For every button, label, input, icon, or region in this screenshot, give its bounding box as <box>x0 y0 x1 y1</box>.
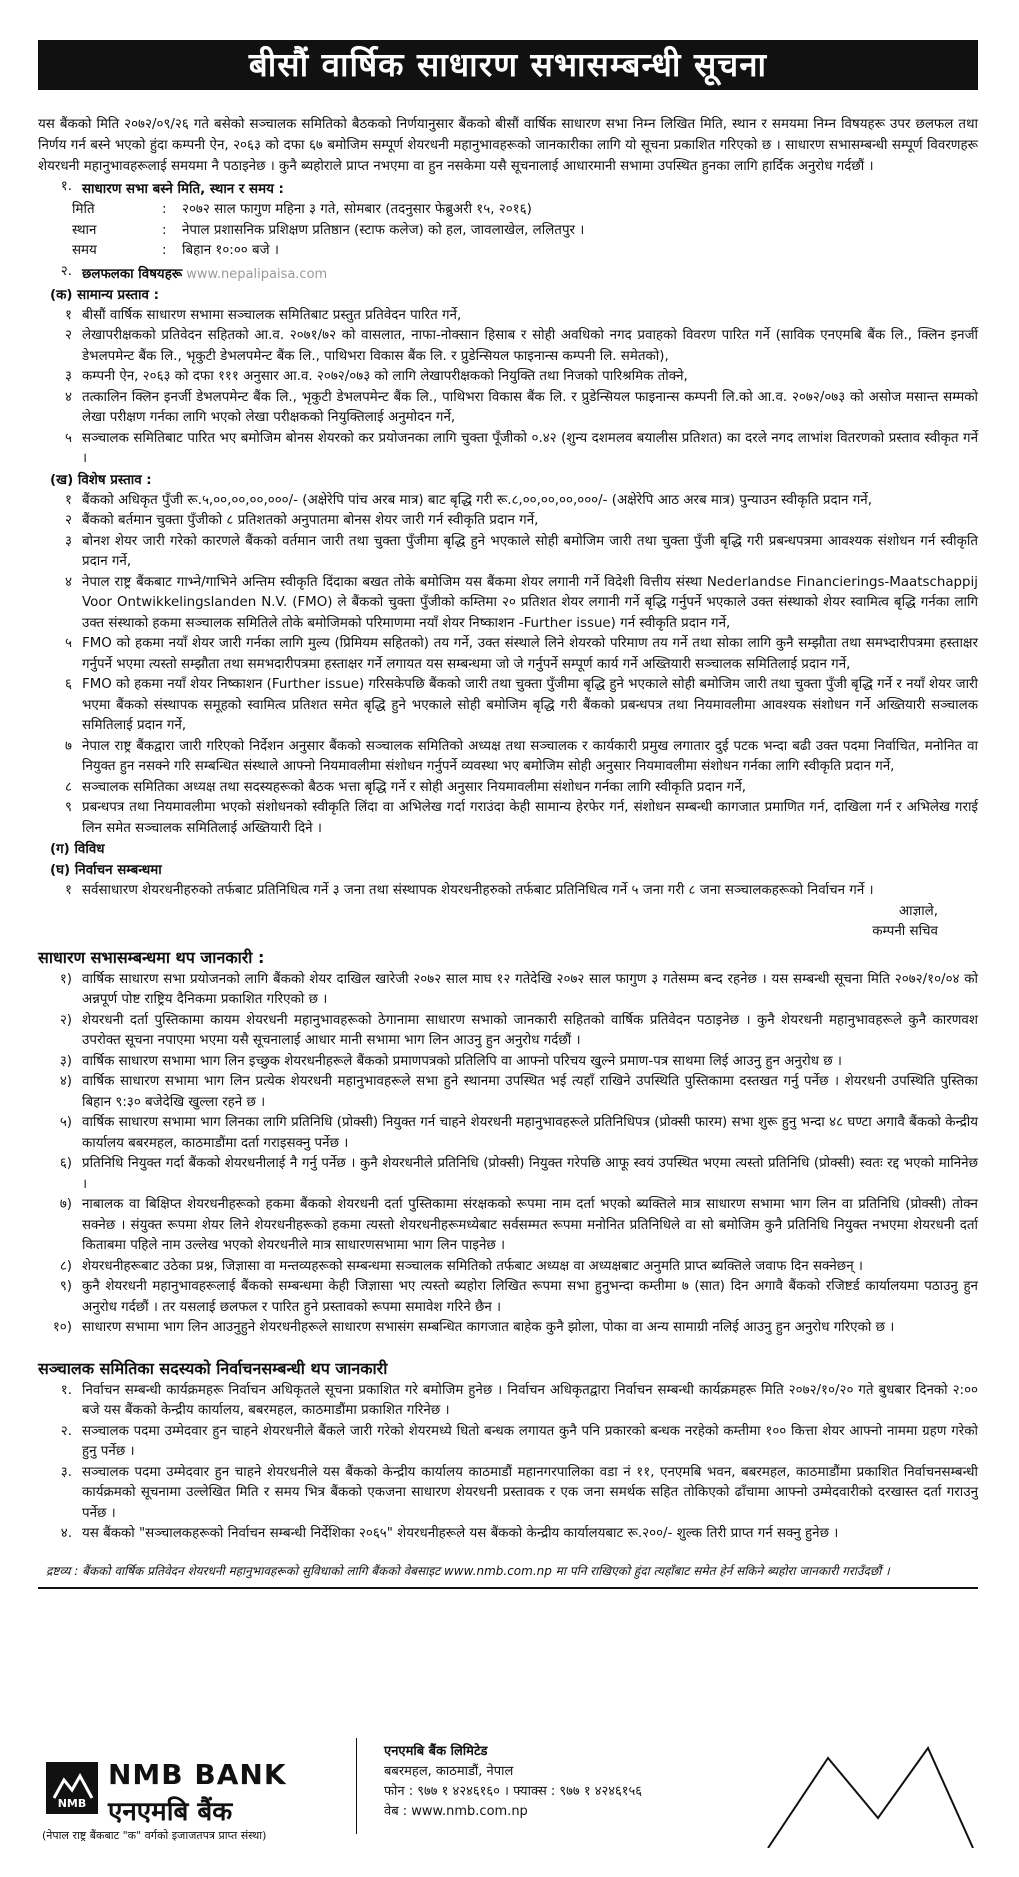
detail-colon: : <box>162 222 167 238</box>
item-number: ९ <box>65 800 72 815</box>
general-proposal-item <box>38 326 978 367</box>
item-text: वार्षिक साधारण सभामा भाग लिन इच्छुक शेयरधनीहरूले बैंकको प्रमाणपत्रको प्रतिलिपि वा आफ्नो परिचय खुल्ने प्रमाण-पत्र साथमा लिई आउनु हुन अनुरोध छ । <box>82 1053 842 1069</box>
item-text: नेपाल राष्ट्र बैंकद्वारा जारी गरिएको निर्देशन अनुसार बैंकको सञ्चालक समितिको अध्यक्ष तथा सञ्चालक र कार्यकारी प्रमुख लगातार दुई पटक भन्दा बढी उक्त पदमा निर्वाचित, मनोनित वा नियुक्त हुन नसक्ने गरि सम्बन्धित संस्थाले आफ्नो नियमावलीमा संशोधन गर्नुपर्ने व्यवस्था भए बमोजिम सोही अनुसार नियमावलीमा संशोधन गर्नका लागि स्वीकृति प्रदान गर्ने, <box>82 738 978 774</box>
detail-value: २०७२ साल फागुण महिना ३ गते, सोमबार (तदनुसार फेब्रुअरी १५, २०१६) <box>182 202 532 217</box>
footer-divider-vertical <box>356 1738 357 1834</box>
general-proposal-item <box>38 367 978 388</box>
item-number: १. <box>60 1382 72 1398</box>
additional-info-item <box>38 1277 978 1318</box>
bank-address: एनएमबि बैंक लिमिटेड बबरमहल, काठमाडौं, नेपाल फोन : ९७७ १ ४२४६१६० । फ्याक्स : ९७७ १ ४२४६१५६ वेब : www.nmb.com.np <box>384 1742 642 1822</box>
election-info-item <box>38 1524 978 1545</box>
detail-colon: : <box>162 243 167 258</box>
intro-paragraph: यस बैंकको मिति २०७२/०९/२६ गते बसेको सञ्चालक समितिको बैठकको निर्णयानुसार बैंकको बीसौं वार्षिक साधारण सभा निम्न लिखित मिति, स्थान र समयमा निम्न विषयहरू उपर छलफल तथा निर्णय गर्न बस्ने भएको हुंदा कम्पनी ऐन, २०६३ को दफा ६७ बमोजिम सम्पूर्ण शेयरधनी महानुभावहरूको जानकारीका लागि यो सूचना प्रकाशित गरिएको छ । साधारण सभासम्बन्धी सम्पूर्ण विवरणहरू शेयरधनी महानुभावहरूलाई समयमा नै पठाइनेछ । कुनै ब्यहोराले प्राप्त नभएमा वा हुन नसकेमा यसै सूचनालाई आधारमानी सभामा उपस्थित हुनका लागि हार्दिक अनुरोध गर्दछौं । <box>38 117 978 174</box>
item-text: FMO को हकमा नयाँ शेयर जारी गर्नका लागि मुल्य (प्रिमियम सहितको) तय गर्ने, उक्त संस्थाले लिने शेयरको परिमाण तय गर्ने तथा सोका लागि कुनै सम्झौता तथा समभ्दारीपत्रमा हस्ताक्षर गर्नुपर्ने भएमा त्यस्तो सम्झौता तथा समभदारीपत्रमा हस्ताक्षर गर्ने लगायत यस सम्बन्धमा जो जे गर्नुपर्ने सम्पूर्ण कार्य गर्ने अख्तियारी सञ्चालक समितिलाई प्रदान गर्ने, <box>82 636 978 672</box>
bank-logo: NMB <box>46 1762 98 1814</box>
general-proposal-item <box>38 306 978 327</box>
item-number: १ <box>65 492 72 508</box>
meeting-detail-row <box>38 241 978 262</box>
section-1-heading: १. साधारण सभा बस्ने मिति, स्थान र समय : <box>60 179 284 197</box>
special-proposal-item <box>38 798 978 839</box>
bank-name-nepali: एनएमबि बैंक <box>108 1797 233 1827</box>
special-proposal-item <box>38 675 978 737</box>
website-link[interactable]: वेब : www.nmb.com.np <box>384 1804 528 1819</box>
meeting-detail-row <box>38 221 978 242</box>
additional-info-item <box>38 1113 978 1154</box>
item-number: ४ <box>65 574 72 590</box>
item-text: नाबालक वा बिक्षिप्त शेयरधनीहरूको हकमा बैंकको शेयरधनी दर्ता पुस्तिकामा संरक्षकको रूपमा नाम दर्ता भएको ब्यक्तिले मात्र साधारण सभामा भाग लिन वा प्रतिनिधि (प्रोक्सी) तोक्न सक्नेछ । संयुक्त रूपमा शेयर लिने शेयरधनीहरूको हकमा त्यस्तो शेयरधनीहरूमध्येबाट सर्वसम्मत रूपमा मनोनित प्रतिनिधिले वा सो बमोजिम कुनै प्रतिनिधि नियुक्त नभएमा शेयरधनी दर्ता किताबमा पहिले नाम उल्लेख भएको शेयरधनीले मात्र साधारणसभामा भाग लिन पाइनेछ । <box>82 1197 978 1253</box>
notice-page <box>38 40 978 1589</box>
bank-name-english: NMB BANK <box>108 1758 287 1791</box>
item-text: निर्वाचन सम्बन्धी कार्यक्रमहरू निर्वाचन अधिकृतले सूचना प्रकाशित गरे बमोजिम हुनेछ । निर्वाचन अधिकृतद्वारा निर्वाचन सम्बन्धी कार्यक्रमहरू मिति २०७२/१०/२० गते बुधबार दिनको २:०० बजे यस बैंकको केन्द्रीय कार्यालय, बबरमहल, काठमाडौंमा प्रकाशित गरिनेछ । <box>82 1382 978 1418</box>
detail-label: समय <box>72 243 97 258</box>
footer-divider <box>38 1587 978 1589</box>
general-proposals-heading: (क) सामान्य प्रस्ताव : <box>50 287 159 303</box>
item-text: बैंकको अधिकृत पुँजी रू.५,००,००,००,०००/- (अक्षेरेपि पांच अरब मात्र) बाट बृद्धि गरी रू.८,००,००,००,०००/- (अक्षेरेपि आठ अरब मात्र) पुन्याउन स्वीकृति प्रदान गर्ने, <box>82 492 872 508</box>
item-text: बैंकको बर्तमान चुक्ता पुँजीको ८ प्रतिशतको अनुपातमा बोनस शेयर जारी गर्न स्वीकृति प्रदान गर्ने, <box>82 513 539 528</box>
item-text: साधारण सभामा भाग लिन आउनुहुने शेयरधनीहरूले साधारण सभासंग सम्बन्धित कागजात बाहेक कुनै झोला, पोका वा अन्य सामाग्री नलिई आउनु हुन अनुरोध गरिएको छ । <box>82 1320 895 1335</box>
item-text: सञ्चालक समितिबाट पारित भए बमोजिम बोनस शेयरको कर प्रयोजनका लागि चुक्ता पूँजीको ०.४२ (शुन्य दशमलव बयालीस प्रतिशत) का दरले नगद लाभांश वितरणको प्रस्ताव स्वीकृत गर्ने । <box>82 430 978 466</box>
detail-label: स्थान <box>72 222 97 238</box>
bank-license-text: (नेपाल राष्ट्र बैंकबाट "क" वर्गको इजाजतपत्र प्राप्त संस्था) <box>42 1829 267 1842</box>
item-number: ४. <box>60 1526 72 1541</box>
item-number: ८ <box>65 779 72 795</box>
election-matters-list <box>38 881 978 902</box>
item-text: वार्षिक साधारण सभामा भाग लिनका लागि प्रतिनिधि (प्रोक्सी) नियुक्त गर्न चाहने शेयरधनी महानुभावहरूले प्रतिनिधिपत्र (प्रोक्सी फारम) सभा शुरू हुनु भन्दा ४८ घण्टा अगावै बैंकको केन्द्रीय कार्यालय बबरमहल, काठमाडौंमा दर्ता गराइसक्नु पर्नेछ । <box>82 1115 978 1151</box>
general-proposal-item <box>38 429 978 470</box>
item-number: ४) <box>59 1074 72 1089</box>
additional-info-item <box>38 1154 978 1195</box>
item-number: ६) <box>59 1156 72 1171</box>
additional-info-item <box>38 1195 978 1257</box>
mountain-graphic-icon <box>758 1738 978 1848</box>
special-proposal-item <box>38 491 978 512</box>
special-proposal-item <box>38 778 978 799</box>
special-proposal-item <box>38 532 978 573</box>
special-proposal-item <box>38 634 978 675</box>
item-text: वार्षिक साधारण सभामा भाग लिन प्रत्येक शेयरधनी महानुभावहरूले सभा हुने स्थानमा उपस्थित भई त्यहाँ राखिने उपस्थिति पुस्तिकामा दस्तखत गर्नु पर्नेछ । शेयरधनी उपस्थिति पुस्तिका बिहान ९:३० बजेदेखि खुल्ला रहने छ । <box>82 1074 978 1110</box>
watermark-text: www.nepalipaisa.com <box>186 266 328 282</box>
misc-heading: (ग) विविध <box>50 842 105 857</box>
item-number: ५ <box>65 430 72 446</box>
additional-info-item <box>38 1011 978 1052</box>
item-text: बोनश शेयर जारी गरेको कारणले बैंकको वर्तमान जारी तथा चुक्ता पुँजीमा बृद्धि हुने भएकाले सोही बमोजिम जारी तथा चुक्ता पुँजी बृद्धि गरी प्रबन्धपत्रमा आवश्यक संशोधन गर्न स्वीकृति प्रदान गर्ने, <box>82 533 978 569</box>
general-proposal-item <box>38 388 978 429</box>
additional-info-item <box>38 1318 978 1339</box>
item-text: कम्पनी ऐन, २०६३ को दफा १११ अनुसार आ.व. २०७२/०७३ को लागि लेखापरीक्षकको नियुक्ति तथा निजको पारिश्रमिक तोक्ने, <box>82 369 688 384</box>
election-info-heading: सञ्चालक समितिका सदस्यको निर्वाचनसम्बन्धी थप जानकारी <box>38 1358 388 1378</box>
item-text: तत्कालिन क्लिन इनर्जी डेभलपमेन्ट बैंक लि., भृकुटी डेभलपमेन्ट बैंक लि., पाथिभरा विकास बैंक लि. र प्रुडेन्सियल फाइनान्स कम्पनी लि.को आ.व. २०७२/०७३ को असोज मसान्त सम्मको लेखा परीक्षण गर्नका लागि भएको लेखा परीक्षकको नियुक्तिलाई अनुमोदन गर्ने, <box>82 389 978 425</box>
item-text: नेपाल राष्ट्र बैंकबाट गाभ्ने/गाभिने अन्तिम स्वीकृति दिंदाका बखत तोके बमोजिम यस बैंकमा शेयर लगानी गर्ने विदेशी वित्तीय संस्था Nederlandse Financierings-Maatschappij Voor Ontwikkelingslanden N.V. (FMO) ले बैंकको चुक्ता पुँजीको कम्तिमा २० प्रतिशत शेयर लगानी गर्ने बृद्धि गर्नुपर्ने भएकाले उक्त संस्थाको शेयर स्वामित्व बृद्धि गर्नका लागि उक्त संस्थाको हकमा सञ्चालक समितिले तोके बमोजिमको परिमाणमा नयाँ शेयर निष्काशन -Further issue) गर्न स्वीकृति प्रदान गर्ने, <box>82 574 978 631</box>
item-number: ७ <box>65 738 72 754</box>
special-proposal-item <box>38 573 978 635</box>
special-proposal-item <box>38 511 978 532</box>
additional-info-item <box>38 1072 978 1113</box>
item-number: ५) <box>59 1115 72 1130</box>
special-proposals-list <box>38 491 978 840</box>
detail-colon: : <box>162 202 167 217</box>
item-text: सञ्चालक समितिका अध्यक्ष तथा सदस्यहरूको बैठक भत्ता बृद्धि गर्ने र सोही अनुसार नियमावलीमा संशोधन गर्नका लागि स्वीकृति प्रदान गर्ने, <box>82 779 747 795</box>
item-text: सर्वसाधारण शेयरधनीहरुको तर्फबाट प्रतिनिधित्व गर्ने ३ जना तथा संस्थापक शेयरधनीहरुको तर्फबाट प्रतिनिधित्व गर्ने ५ जना गरी ८ जना सञ्चालकहरूको निर्वाचन गर्ने । <box>82 883 874 898</box>
item-text: बीसौं वार्षिक साधारण सभामा सञ्चालक समितिबाट प्रस्तुत प्रतिवेदन पारित गर्ने, <box>82 307 462 323</box>
item-text: FMO को हकमा नयाँ शेयर निष्काशन (Further issue) गरिसकेपछि बैंकको जारी तथा चुक्ता पुँजीमा बृद्धि हुने भएकाले सोही बमोजिम जारी तथा चुक्ता पुँजी बृद्धि गर्ने र नयाँ शेयर जारी भएमा बैंकको संस्थापक समूहको स्वामित्व प्रतिशत समेत बृद्धि हुने भएकाले सोही बमोजिम बृद्धि गरी बैंकको प्रबन्धपत्र तथा नियमावलीमा आवश्यक संशोधन गर्ने अख्तियारी सञ्चालक समितिलाई प्रदान गर्ने, <box>82 677 978 733</box>
item-text: शेयरधनीहरूबाट उठेका प्रश्न, जिज्ञासा वा मन्तव्यहरूको सम्बन्धमा सञ्चालक समितिको तर्फबाट अध्यक्ष वा अध्यक्षबाट अनुमति प्राप्त ब्यक्तिले जवाफ दिन सक्नेछन् । <box>82 1258 863 1274</box>
additional-info-item <box>38 970 978 1011</box>
item-number: ३) <box>59 1053 72 1069</box>
item-number: ९) <box>59 1279 72 1294</box>
item-text: यस बैंकको "सञ्चालकहरूको निर्वाचन सम्बन्धी निर्देशिका २०६५" शेयरधनीहरूले यस बैंकको केन्द्रीय कार्यालयबाट रू.२००/- शुल्क तिरी प्राप्त गर्न सक्नु हुनेछ । <box>82 1526 839 1541</box>
additional-info-item <box>38 1257 978 1278</box>
item-text: लेखापरीक्षकको प्रतिवेदन सहितको आ.व. २०७१/७२ को वासलात, नाफा-नोक्सान हिसाब र सोही अवधिको नगद प्रवाहको विवरण पारित गर्ने (साविक एनएमबि बैंक लि., क्लिन इनर्जी डेभलपमेन्ट बैंक लि., भृकुटी डेभलपमेन्ट बैंक लि., पाथिभरा विकास बैंक लि. र प्रुडेन्सियल फाइनान्स कम्पनी लि. समेतको), <box>82 328 978 364</box>
item-text: कुनै शेयरधनी महानुभावहरूलाई बैंकको सम्बन्धमा केही जिज्ञासा भए त्यस्तो ब्यहोरा लिखित रूपमा सभा हुनुभन्दा कम्तीमा ७ (सात) दिन अगावै बैंकको रजिष्टर्ड कार्यालयमा पठाउनु हुन अनुरोध गर्दछौं । तर यसलाई छलफल र पारित हुने प्रस्तावको रूपमा समावेश गरिने छैन । <box>82 1279 978 1315</box>
election-info-item <box>38 1463 978 1525</box>
item-text: प्रबन्धपत्र तथा नियमावलीमा भएको संशोधनको स्वीकृति लिंदा वा अभिलेख गर्दा गराउंदा केही सामान्य हेरफेर गर्न, संशोधन सम्बन्धी कागजात प्रमाणित गर्न, दाखिला गर्न र अभिलेख गराई लिन समेत सञ्चालक समितिलाई अख्तियारी दिने । <box>82 800 978 836</box>
detail-value: बिहान १०:०० बजे । <box>182 243 279 258</box>
item-number: ७) <box>59 1197 72 1212</box>
item-number: १) <box>59 971 72 987</box>
detail-label: मिति <box>72 202 95 217</box>
election-info-list <box>38 1381 978 1545</box>
general-proposals-list <box>38 306 978 470</box>
item-number: १ <box>65 883 72 898</box>
item-text: प्रतिनिधि नियुक्त गर्दा बैंकको शेयरधनीलाई नै गर्नु पर्नेछ । कुनै शेयरधनीले प्रतिनिधि (प्रोक्सी) नियुक्त गरेपछि आफू स्वयं उपस्थित भएमा त्यस्तो प्रतिनिधि (प्रोक्सी) स्वतः रद्द भएको मानिनेछ । <box>82 1156 978 1192</box>
meeting-details <box>38 200 978 262</box>
additional-info-list <box>38 970 978 1339</box>
item-text: वार्षिक साधारण सभा प्रयोजनको लागि बैंकको शेयर दाखिल खारेजी २०७२ साल माघ १२ गतेदेखि २०७२ साल फागुण ३ गतेसम्म बन्द रहनेछ । यस सम्बन्धी सूचना मिति २०७२/१०/०४ को अन्नपूर्ण पोष्ट राष्ट्रिय दैनिकमा प्रकाशित गरिएको छ । <box>82 971 978 1007</box>
item-number: २) <box>59 1012 72 1028</box>
item-number: १०) <box>52 1320 72 1335</box>
footnote: द्रष्टव्य : बैंकको वार्षिक प्रतिवेदन शेयरधनी महानुभावहरूको सुविधाको लागि बैंकको वेबसाइट www.nmb.com.np मा पनि राखिएको हुंदा त्यहाँबाट समेत हेर्न सकिने ब्यहोरा जानकारी गराउँदछौं । <box>46 1563 890 1578</box>
item-number: २. <box>60 1423 72 1439</box>
item-text: सञ्चालक पदमा उम्मेदवार हुन चाहने शेयरधनीले यस बैंकको केन्द्रीय कार्यालय काठमाडौं महानगरपालिका वडा नं ११, एनएमबि भवन, बबरमहल, काठमाडौंमा प्रकाशित निर्वाचनसम्बन्धी कार्यक्रमको सूचनामा उल्लेखित मिति र समय भित्र बैंकको एकजना साधारण शेयरधनी प्रस्तावक र एक जना समर्थक सहित तोकिएको ढाँचामा आफ्नो उम्मेदवारीको दरखास्त दर्ता गराउनु पर्नेछ । <box>82 1464 978 1521</box>
meeting-detail-row <box>38 200 978 221</box>
item-text: सञ्चालक पदमा उम्मेदवार हुन चाहने शेयरधनीले बैंकले जारी गरेको शेयरमध्ये धितो बन्धक लगायत कुनै पनि प्रकारको बन्धक नरहेको कम्तीमा १०० कित्ता शेयर आफ्नो नाममा ग्रहण गरेको हुनु पर्नेछ । <box>82 1423 978 1459</box>
footer <box>38 1738 978 1848</box>
special-proposals-heading: (ख) विशेष प्रस्ताव : <box>50 472 152 488</box>
item-number: ६ <box>65 677 72 692</box>
item-number: ४ <box>65 389 72 405</box>
item-number: ३ <box>65 369 72 384</box>
item-number: ३. <box>60 1464 72 1480</box>
election-info-item <box>38 1422 978 1463</box>
item-number: २ <box>65 513 72 528</box>
item-text: शेयरधनी दर्ता पुस्तिकामा कायम शेयरधनी महानुभावहरूको ठेगानामा साधारण सभाको जानकारी सहितको वार्षिक प्रतिवेदन पठाइनेछ । कुनै शेयरधनी महानुभावहरूले कुनै कारणवश उपरोक्त सूचना नपाएमा भएमा यसै सूचनालाई आधार मानी सभामा भाग लिन आउनु हुन अनुरोध गर्दछौं । <box>82 1012 978 1048</box>
special-proposal-item <box>38 737 978 778</box>
item-number: ८) <box>59 1258 72 1274</box>
detail-value: नेपाल प्रशासनिक प्रशिक्षण प्रतिष्ठान (स्टाफ कलेज) को हल, जावलाखेल, ललितपुर । <box>182 222 585 238</box>
election-info-item <box>38 1381 978 1422</box>
item-number: ३ <box>65 533 72 549</box>
item-number: २ <box>65 328 72 343</box>
additional-info-item <box>38 1052 978 1073</box>
additional-info-heading: साधारण सभासम्बन्धमा थप जानकारी : <box>38 947 265 967</box>
item-number: ५ <box>65 636 72 651</box>
election-matter-item <box>38 881 978 902</box>
item-number: १ <box>65 307 72 323</box>
election-matters-heading: (घ) निर्वाचन सम्बन्धमा <box>50 863 162 878</box>
notice-title: बीसौं वार्षिक साधारण सभासम्बन्धी सूचना <box>38 40 978 90</box>
signature-block: आज्ञाले, कम्पनी सचिव <box>872 903 938 939</box>
section-2-heading: २. छलफलका विषयहरू www.nepalipaisa.com <box>60 263 328 282</box>
